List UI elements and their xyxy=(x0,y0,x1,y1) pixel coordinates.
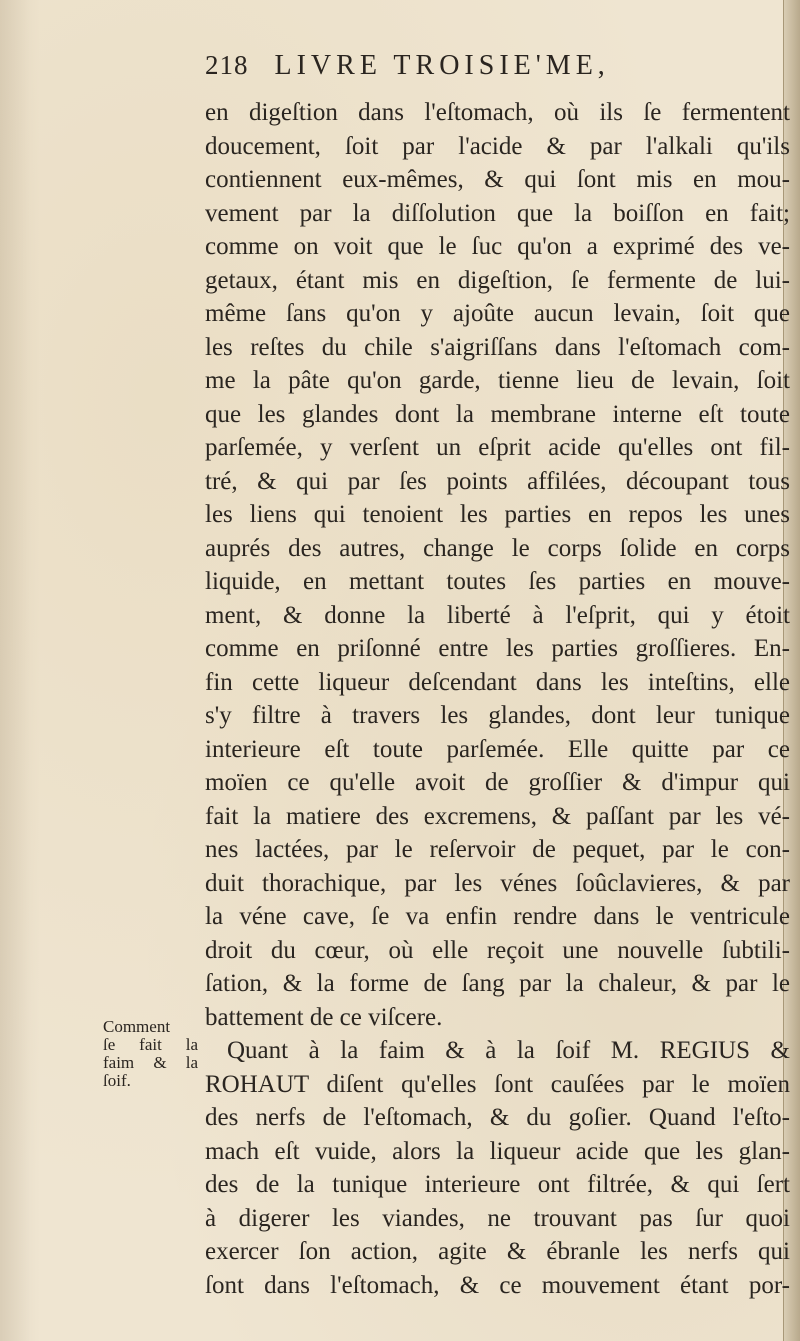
text-line: des de la tunique interieure ont filtrée, & qui ſert xyxy=(205,1171,790,1198)
paragraph-start-line: Quant à la faim & à la ſoif M. REGIUS & xyxy=(227,1037,790,1064)
running-title: LIVRE TROISIE'ME, xyxy=(274,50,610,81)
paragraph-end-line: battement de ce viſcere. xyxy=(205,1003,443,1031)
gutter-shadow xyxy=(0,0,30,1341)
text-line: exercer ſon action, agite & ébranle les nerfs qui xyxy=(205,1238,790,1265)
text-line: en digeſtion dans l'eſtomach, où ils ſe fermentent xyxy=(205,99,790,126)
text-line: que les glandes dont la membrane interne eſt toute xyxy=(205,400,790,428)
text-line: auprés des autres, change le corps ſolide en corps xyxy=(205,534,790,562)
text-line: comme en priſonné entre les parties groſſieres. En- xyxy=(205,635,790,662)
text-line: contiennent eux-mêmes, & qui ſont mis en mou- xyxy=(205,166,790,193)
margin-note-line: faim & la xyxy=(103,1053,198,1072)
text-line: duit thorachique, par les vénes ſoûclavieres, & par xyxy=(205,869,790,897)
margin-note xyxy=(103,1018,198,1090)
text-line: les reſtes du chile s'aigriſſans dans l'eſtomach com- xyxy=(205,333,790,361)
text-line: même ſans qu'on y ajoûte aucun levain, ſoit que xyxy=(205,300,790,327)
text-line: des nerfs de l'eſtomach, & du goſier. Quand l'eſto- xyxy=(205,1104,790,1131)
text-line: parſemée, y verſent un eſprit acide qu'elles ont fil- xyxy=(205,434,790,461)
text-line: tré, & qui par ſes points affilées, découpant tous xyxy=(205,467,790,495)
text-line: s'y filtre à travers les glandes, dont leur tunique xyxy=(205,702,790,729)
text-line: fait la matiere des excremens, & paſſant par les vé- xyxy=(205,802,790,830)
text-line: doucement, ſoit par l'acide & par l'alkali qu'ils xyxy=(205,132,790,160)
text-line: ROHAUT diſent qu'elles ſont cauſées par le moïen xyxy=(205,1070,790,1098)
page-number: 218 xyxy=(205,50,249,80)
text-line: ment, & donne la liberté à l'eſprit, qui y étoit xyxy=(205,601,790,629)
margin-note-line: ſe fait la xyxy=(103,1035,198,1054)
text-line: getaux, étant mis en digeſtion, ſe fermente de lui- xyxy=(205,266,790,294)
text-line: nes lactées, par le reſervoir de pequet, par le con- xyxy=(205,836,790,863)
text-line: à digerer les viandes, ne trouvant pas ſur quoi xyxy=(205,1204,790,1232)
running-head xyxy=(205,50,785,90)
text-line: comme on voit que le ſuc qu'on a exprimé des ve- xyxy=(205,233,790,260)
text-line: mach eſt vuide, alors la liqueur acide que les glan- xyxy=(205,1137,790,1165)
text-line: me la pâte qu'on garde, tienne lieu de levain, ſoit xyxy=(205,367,790,394)
text-line: liquide, en mettant toutes ſes parties en mouve- xyxy=(205,568,790,595)
text-line: droit du cœur, où elle reçoit une nouvelle ſubtili- xyxy=(205,936,790,964)
margin-note-line: ſoif. xyxy=(103,1071,131,1090)
text-line: fin cette liqueur deſcendant dans les inteſtins, elle xyxy=(205,668,790,696)
text-line: la véne cave, ſe va enfin rendre dans le ventricule xyxy=(205,903,790,930)
text-line: les liens qui tenoient les parties en repos les unes xyxy=(205,501,790,528)
text-line: vement par la diſſolution que la boiſſon en fait; xyxy=(205,199,790,227)
body-text xyxy=(205,96,790,1302)
text-line: interieure eſt toute parſemée. Elle quitte par ce xyxy=(205,735,790,763)
margin-note-line: Comment xyxy=(103,1017,171,1036)
text-line: ſont dans l'eſtomach, & ce mouvement étant por- xyxy=(205,1271,790,1299)
text-line: ſation, & la forme de ſang par la chaleur, & par le xyxy=(205,970,790,997)
text-line: moïen ce qu'elle avoit de groſſier & d'impur qui xyxy=(205,769,790,796)
